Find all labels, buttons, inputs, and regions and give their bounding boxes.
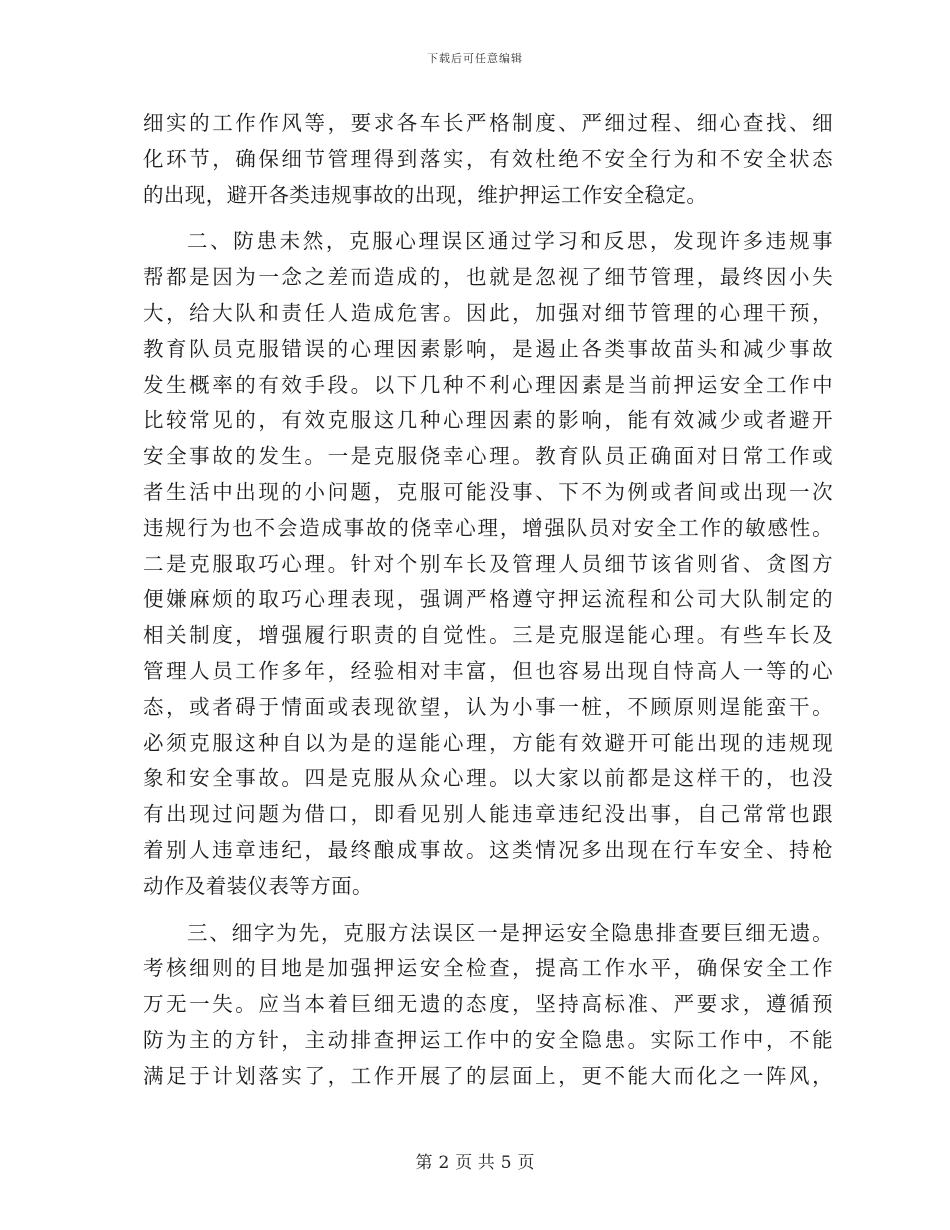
text-line: 二、防患未然，克服心理误区通过学习和反思，发现许多违规事 [187,229,833,254]
text-line: 教育队员克服错误的心理因素影响，是遏止各类事故苗头和减少事故 [143,336,833,361]
text-line: 防为主的方针，主动排查押运工作中的安全隐患。实际工作中，不能 [143,1027,833,1052]
text-line: 比较常见的，有效克服这几种心理因素的影响，能有效减少或者避开 [143,408,833,433]
text-line: 相关制度，增强履行职责的自觉性。三是克服逞能心理。有些车长及 [143,623,833,648]
text-line: 的出现，避开各类违规事故的出现，维护押运工作安全稳定。 [143,182,708,207]
text-line: 发生概率的有效手段。以下几种不利心理因素是当前押运安全工作中 [143,372,833,397]
text-line: 满足于计划落实了，工作开展了的层面上，更不能大而化之一阵风， [143,1063,833,1088]
footer-middle: 页 共 [455,1153,495,1173]
text-line: 便嫌麻烦的取巧心理表现，强调严格遵守押运流程和公司大队制定的 [143,587,833,612]
text-line: 者生活中出现的小问题，克服可能没事、下不为例或者间或出现一次 [143,479,833,504]
page-number: 2 [438,1153,450,1173]
document-body [143,106,833,1095]
paragraph [143,916,833,1095]
page-header: 下载后可任意编辑 [427,52,523,65]
text-line: 必须克服这种自以为是的逞能心理，方能有效避开可能出现的违规现 [143,730,833,755]
text-line: 着别人违章违纪，最终酿成事故。这类情况多出现在行车安全、持枪 [143,837,833,862]
text-line: 象和安全事故。四是克服从众心理。以大家以前都是这样干的，也没 [143,766,833,791]
page-total: 5 [500,1153,512,1173]
text-line: 安全事故的发生。一是克服侥幸心理。教育队员正确面对日常工作或 [143,444,833,469]
text-line: 大，给大队和责任人造成危害。因此，加强对细节管理的心理干预， [143,300,833,325]
text-line: 帮都是因为一念之差而造成的，也就是忽视了细节管理，最终因小失 [143,265,833,290]
text-line: 动作及着装仪表等方面。 [143,873,373,898]
text-line: 三、细字为先，克服方法误区一是押运安全隐患排查要巨细无遗。 [187,920,833,945]
text-line: 万无一失。应当本着巨细无遗的态度，坚持高标准、严要求，遵循预 [143,992,833,1017]
page-footer [0,1148,950,1173]
text-line: 有出现过问题为借口，即看见别人能违章违纪没出事，自己常常也跟 [143,802,833,827]
text-line: 二是克服取巧心理。针对个别车长及管理人员细节该省则省、贪图方 [143,551,833,576]
text-line: 违规行为也不会造成事故的侥幸心理，增强队员对安全工作的敏感性。 [143,515,833,540]
text-line: 管理人员工作多年，经验相对丰富，但也容易出现自恃高人一等的心 [143,658,833,683]
text-line: 细实的工作作风等，要求各车长严格制度、严细过程、细心查找、细 [143,111,833,135]
text-line: 态，或者碍于情面或表现欲望，认为小事一桩，不顾原则逞能蛮干。 [143,694,833,719]
footer-prefix: 第 [415,1153,433,1173]
paragraph [143,106,833,213]
paragraph [143,224,833,904]
footer-suffix: 页 [517,1153,535,1173]
text-line: 化环节，确保细节管理得到落实，有效杜绝不安全行为和不安全状态 [143,146,833,171]
text-line: 考核细则的目地是加强押运安全检查，提高工作水平，确保安全工作 [143,956,833,981]
